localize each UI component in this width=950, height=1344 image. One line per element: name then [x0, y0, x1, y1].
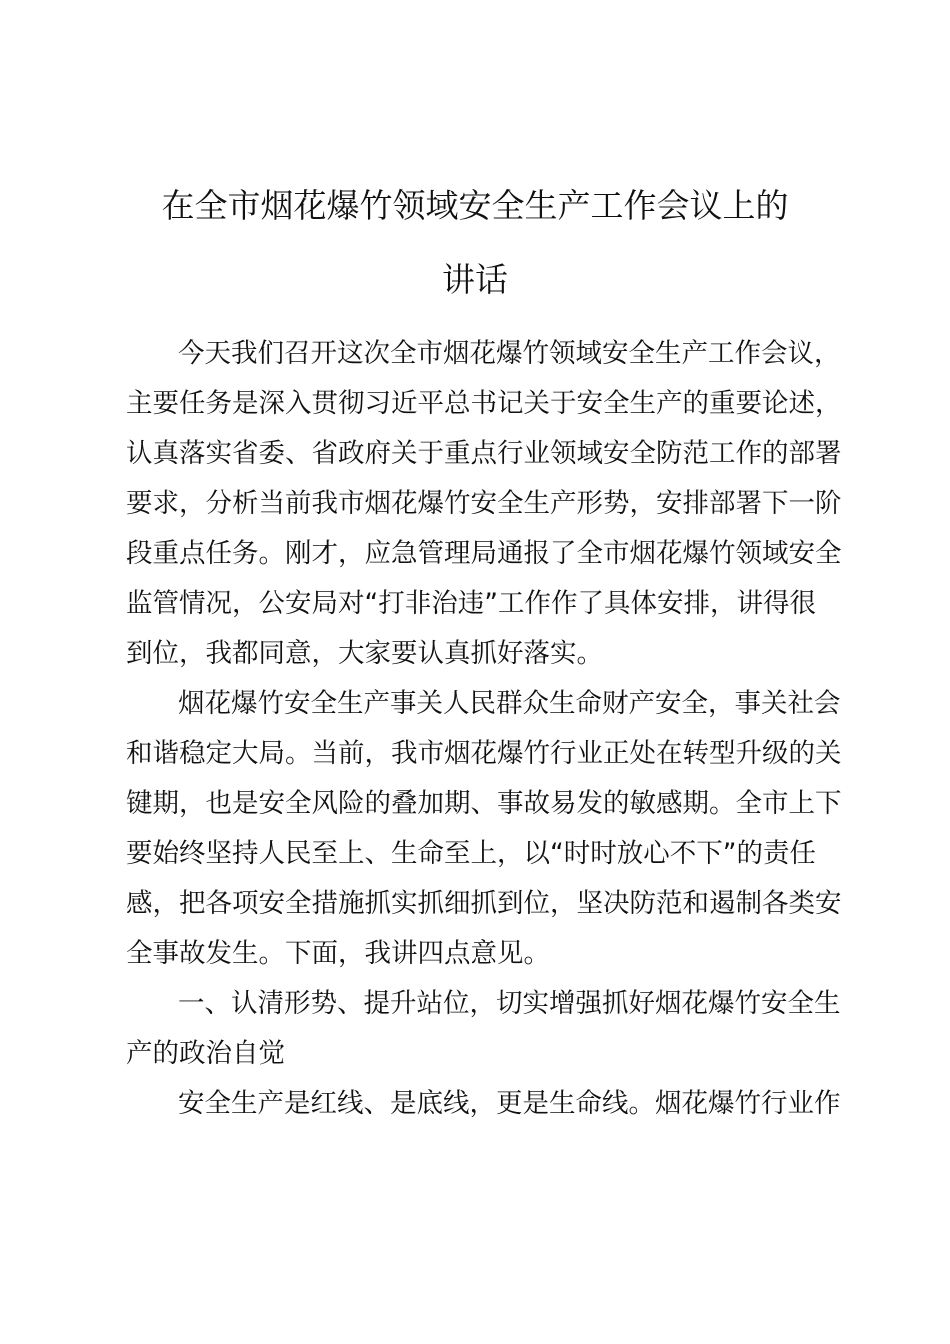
paragraph-2-line-2: 和谐稳定大局。当前，我市烟花爆竹行业正处在转型升级的关 — [126, 738, 842, 769]
paragraph-1-line-2: 主要任务是深入贯彻习近平总书记关于安全生产的重要论述， — [126, 388, 842, 419]
paragraph-1-line-7: 到位，我都同意，大家要认真抓好落实。 — [126, 638, 603, 669]
paragraph-3-line-1: 安全生产是红线、是底线，更是生命线。烟花爆竹行业作 — [178, 1088, 841, 1119]
paragraph-2-line-3: 键期，也是安全风险的叠加期、事故易发的敏感期。全市上下 — [126, 788, 842, 819]
paragraph-1-line-6: 监管情况，公安局对“打非治违”工作作了具体安排，讲得很 — [126, 588, 816, 619]
document-title-line-1: 在全市烟花爆竹领域安全生产工作会议上的 — [161, 186, 789, 225]
section-heading-1-line-1: 一、认清形势、提升站位，切实增强抓好烟花爆竹安全生 — [178, 988, 841, 1019]
paragraph-2-line-6: 全事故发生。下面，我讲四点意见。 — [126, 938, 550, 969]
paragraph-2-line-1: 烟花爆竹安全生产事关人民群众生命财产安全，事关社会 — [178, 688, 841, 719]
section-heading-1-line-2: 产的政治自觉 — [126, 1038, 285, 1069]
paragraph-2-line-5: 感，把各项安全措施抓实抓细抓到位，坚决防范和遏制各类安 — [126, 888, 842, 919]
paragraph-2-line-4: 要始终坚持人民至上、生命至上，以“时时放心不下”的责任 — [126, 838, 816, 869]
paragraph-1-line-4: 要求，分析当前我市烟花爆竹安全生产形势，安排部署下一阶 — [126, 488, 842, 519]
paragraph-1-line-5: 段重点任务。刚才，应急管理局通报了全市烟花爆竹领域安全 — [126, 538, 842, 569]
document-title-line-2: 讲话 — [442, 260, 508, 299]
paragraph-1-line-3: 认真落实省委、省政府关于重点行业领域安全防范工作的部署 — [126, 438, 842, 469]
paragraph-1-line-1: 今天我们召开这次全市烟花爆竹领域安全生产工作会议， — [178, 338, 841, 369]
